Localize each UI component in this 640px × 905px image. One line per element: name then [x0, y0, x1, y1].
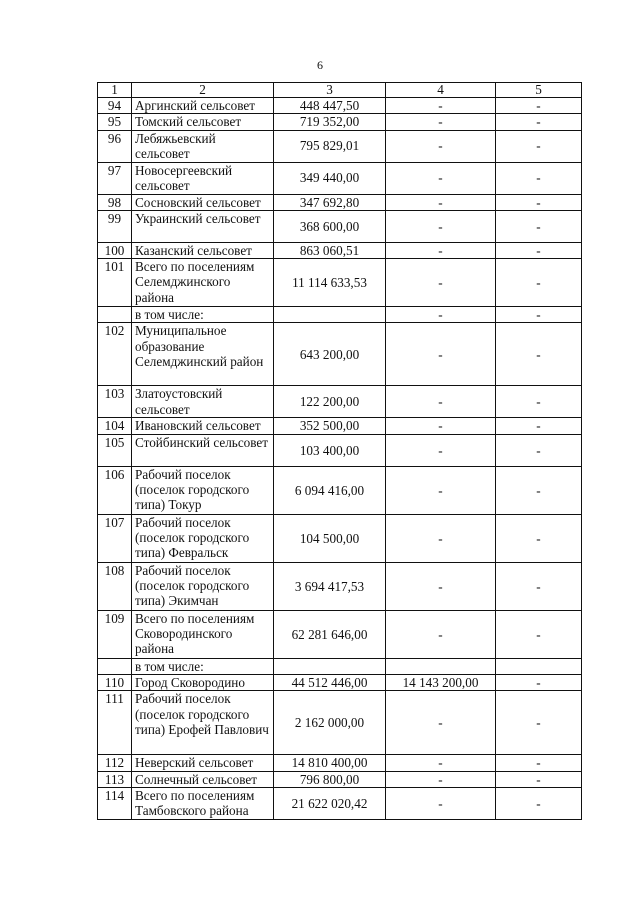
- column-5-cell: -: [496, 242, 582, 258]
- amount-cell: [274, 658, 386, 674]
- amount-cell: 3 694 417,53: [274, 562, 386, 610]
- column-5-cell: -: [496, 434, 582, 466]
- settlement-name: Рабочий поселок (поселок городского типа) Ерофей Павлович: [132, 691, 274, 755]
- settlement-name: Златоустовский сельсовет: [132, 386, 274, 418]
- column-5-cell: -: [496, 418, 582, 434]
- column-5-cell: -: [496, 610, 582, 658]
- column-4-cell: -: [386, 771, 496, 787]
- column-4-cell: -: [386, 130, 496, 162]
- table-row: [98, 466, 582, 514]
- column-4-cell: -: [386, 466, 496, 514]
- amount-cell: 863 060,51: [274, 242, 386, 258]
- row-number: 102: [98, 323, 132, 386]
- amount-cell: 21 622 020,42: [274, 787, 386, 819]
- table-row: [98, 658, 582, 674]
- settlement-name: Всего по поселениям Тамбовского района: [132, 787, 274, 819]
- column-4-cell: -: [386, 562, 496, 610]
- column-4-cell: -: [386, 210, 496, 242]
- row-number: 95: [98, 114, 132, 130]
- settlement-name: Неверский сельсовет: [132, 755, 274, 771]
- column-5-cell: -: [496, 755, 582, 771]
- column-4-cell: -: [386, 194, 496, 210]
- settlement-name: Стойбинский сельсовет: [132, 434, 274, 466]
- settlement-budget-table: [97, 82, 582, 820]
- column-5-cell: -: [496, 259, 582, 307]
- table-row: [98, 130, 582, 162]
- table-row: [98, 691, 582, 755]
- table-row: [98, 98, 582, 114]
- table-row: [98, 610, 582, 658]
- settlement-name: Всего по поселениям Селемджинского района: [132, 259, 274, 307]
- row-number: 112: [98, 755, 132, 771]
- table-row: [98, 771, 582, 787]
- table-row: [98, 162, 582, 194]
- table-row: [98, 242, 582, 258]
- row-number: [98, 307, 132, 323]
- amount-cell: 448 447,50: [274, 98, 386, 114]
- column-header: 1: [98, 83, 132, 98]
- column-header: 5: [496, 83, 582, 98]
- row-number: 105: [98, 434, 132, 466]
- settlement-name: Город Сковородино: [132, 675, 274, 691]
- column-5-cell: -: [496, 562, 582, 610]
- amount-cell: 368 600,00: [274, 210, 386, 242]
- amount-cell: 795 829,01: [274, 130, 386, 162]
- column-5-cell: -: [496, 466, 582, 514]
- column-4-cell: -: [386, 386, 496, 418]
- amount-cell: [274, 307, 386, 323]
- column-4-cell: -: [386, 787, 496, 819]
- row-number: 109: [98, 610, 132, 658]
- column-5-cell: -: [496, 307, 582, 323]
- page-number: 6: [317, 58, 323, 72]
- settlement-name: Рабочий поселок (поселок городского типа) Экимчан: [132, 562, 274, 610]
- column-5-cell: -: [496, 194, 582, 210]
- amount-cell: 103 400,00: [274, 434, 386, 466]
- settlement-name: в том числе:: [132, 307, 274, 323]
- settlement-name: Томский сельсовет: [132, 114, 274, 130]
- table-row: [98, 562, 582, 610]
- column-4-cell: -: [386, 434, 496, 466]
- row-number: 108: [98, 562, 132, 610]
- amount-cell: 6 094 416,00: [274, 466, 386, 514]
- column-5-cell: -: [496, 787, 582, 819]
- column-header: 2: [132, 83, 274, 98]
- column-header: 4: [386, 83, 496, 98]
- row-number: 96: [98, 130, 132, 162]
- row-number: 99: [98, 210, 132, 242]
- table-row: [98, 755, 582, 771]
- settlement-name: Ивановский сельсовет: [132, 418, 274, 434]
- amount-cell: 2 162 000,00: [274, 691, 386, 755]
- column-4-cell: -: [386, 691, 496, 755]
- row-number: 113: [98, 771, 132, 787]
- table-row: [98, 787, 582, 819]
- column-5-cell: [496, 658, 582, 674]
- amount-cell: 104 500,00: [274, 514, 386, 562]
- table-row: [98, 307, 582, 323]
- column-4-cell: -: [386, 514, 496, 562]
- row-number: 110: [98, 675, 132, 691]
- amount-cell: 719 352,00: [274, 114, 386, 130]
- table-header-row: [98, 83, 582, 98]
- column-5-cell: -: [496, 98, 582, 114]
- settlement-name: Сосновский сельсовет: [132, 194, 274, 210]
- row-number: 103: [98, 386, 132, 418]
- amount-cell: 11 114 633,53: [274, 259, 386, 307]
- amount-cell: 352 500,00: [274, 418, 386, 434]
- settlement-name: в том числе:: [132, 658, 274, 674]
- table-row: [98, 114, 582, 130]
- column-4-cell: -: [386, 755, 496, 771]
- column-5-cell: -: [496, 386, 582, 418]
- column-4-cell: -: [386, 307, 496, 323]
- column-4-cell: [386, 658, 496, 674]
- settlement-name: Муниципальное образование Селемджинский район: [132, 323, 274, 386]
- row-number: 97: [98, 162, 132, 194]
- table-row: [98, 210, 582, 242]
- column-5-cell: -: [496, 771, 582, 787]
- column-header: 3: [274, 83, 386, 98]
- row-number: 100: [98, 242, 132, 258]
- column-5-cell: -: [496, 675, 582, 691]
- settlement-name: Рабочий поселок (поселок городского типа) Февральск: [132, 514, 274, 562]
- amount-cell: 44 512 446,00: [274, 675, 386, 691]
- column-5-cell: -: [496, 323, 582, 386]
- column-4-cell: -: [386, 114, 496, 130]
- row-number: 107: [98, 514, 132, 562]
- settlement-name: Новосергеевский сельсовет: [132, 162, 274, 194]
- column-4-cell: -: [386, 610, 496, 658]
- amount-cell: 643 200,00: [274, 323, 386, 386]
- table-row: [98, 514, 582, 562]
- table-row: [98, 675, 582, 691]
- column-4-cell: -: [386, 162, 496, 194]
- column-5-cell: -: [496, 691, 582, 755]
- column-5-cell: -: [496, 114, 582, 130]
- table-row: [98, 418, 582, 434]
- table-row: [98, 323, 582, 386]
- table-row: [98, 194, 582, 210]
- table-row: [98, 386, 582, 418]
- column-4-cell: -: [386, 98, 496, 114]
- column-5-cell: -: [496, 130, 582, 162]
- column-4-cell: -: [386, 418, 496, 434]
- settlement-name: Казанский сельсовет: [132, 242, 274, 258]
- column-4-cell: 14 143 200,00: [386, 675, 496, 691]
- column-5-cell: -: [496, 514, 582, 562]
- row-number: 106: [98, 466, 132, 514]
- settlement-name: Солнечный сельсовет: [132, 771, 274, 787]
- column-4-cell: -: [386, 323, 496, 386]
- settlement-name: Всего по поселениям Сковородинского района: [132, 610, 274, 658]
- row-number: 94: [98, 98, 132, 114]
- row-number: 114: [98, 787, 132, 819]
- row-number: 104: [98, 418, 132, 434]
- amount-cell: 14 810 400,00: [274, 755, 386, 771]
- row-number: 111: [98, 691, 132, 755]
- amount-cell: 796 800,00: [274, 771, 386, 787]
- settlement-name: Украинский сельсовет: [132, 210, 274, 242]
- row-number: 98: [98, 194, 132, 210]
- row-number: [98, 658, 132, 674]
- amount-cell: 62 281 646,00: [274, 610, 386, 658]
- column-4-cell: -: [386, 259, 496, 307]
- settlement-name: Аргинский сельсовет: [132, 98, 274, 114]
- column-5-cell: -: [496, 162, 582, 194]
- amount-cell: 122 200,00: [274, 386, 386, 418]
- table-row: [98, 434, 582, 466]
- column-4-cell: -: [386, 242, 496, 258]
- row-number: 101: [98, 259, 132, 307]
- amount-cell: 347 692,80: [274, 194, 386, 210]
- settlement-name: Рабочий поселок (поселок городского типа) Токур: [132, 466, 274, 514]
- table-row: [98, 259, 582, 307]
- settlement-name: Лебяжьевский сельсовет: [132, 130, 274, 162]
- column-5-cell: -: [496, 210, 582, 242]
- amount-cell: 349 440,00: [274, 162, 386, 194]
